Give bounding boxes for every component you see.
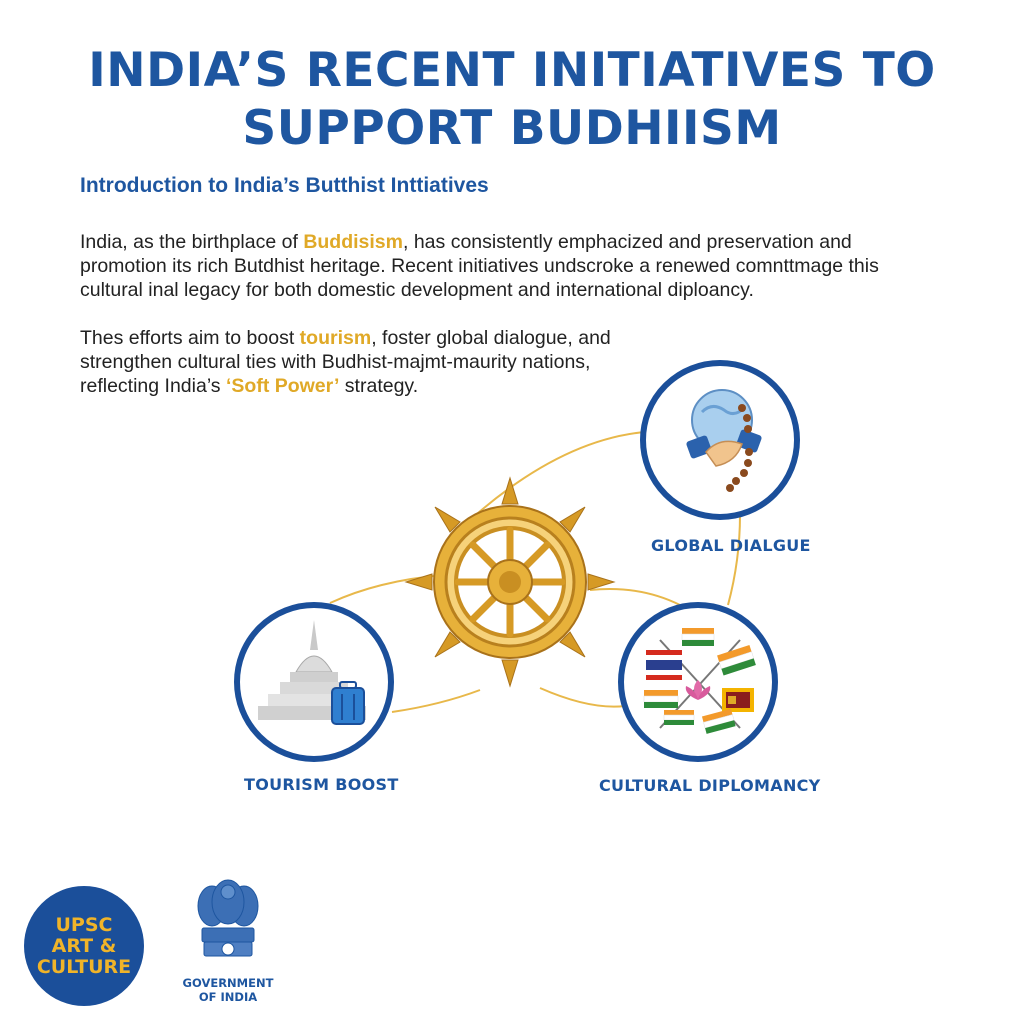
gov-line-1: GOVERNMENT [182,976,274,990]
intro-text: India, as the birthplace of [80,231,304,253]
national-emblem-icon [188,878,268,974]
highlight-tourism: tourism [299,327,372,349]
tourism-boost-label: TOURISM BOOST [244,775,399,794]
badge-line-3: CULTURE [36,955,132,978]
gov-line-2: OF INDIA [198,990,258,1004]
title-line-1: INDIA’S RECENT INITIATIVES TO [88,43,936,98]
intro-line-2: promotion its rich Butdhist heritage. Recent initiatives undscroke a renewed comnttmage this [80,255,879,277]
highlight-buddhism: Buddisism [303,231,403,253]
global-dialogue-node [643,363,797,517]
title-line-2: SUPPORT BUDHIISM [242,101,782,156]
cultural-diplomacy-label: CULTURAL DIPLOMANCY [599,776,821,795]
efforts-text: , foster global dialogue, and [371,327,611,349]
badge-line-1: UPSC [55,913,113,936]
dharma-wheel-icon [406,478,614,686]
upsc-badge [24,886,144,1006]
efforts-text: reflecting India’s [80,375,226,397]
tourism-boost-node [237,605,391,759]
intro-text: , has consistently emphacized and preservation and [403,231,852,253]
highlight-soft-power: ‘Soft Power’ [225,375,340,397]
government-of-india-label [180,976,276,1004]
efforts-text: strategy. [339,375,419,397]
efforts-line-2: strengthen cultural ties with Budhist-majmt-maurity nations, [80,351,591,373]
section-subtitle: Introduction to India’s Butthist Inttiatives [80,174,489,197]
badge-line-2: ART & [51,934,117,957]
efforts-text: Thes efforts aim to boost [80,327,300,349]
global-dialogue-label: GLOBAL DIALGUE [651,536,811,555]
intro-line-3: cultural inal legacy for both domestic development and international diploancy. [80,279,754,301]
cultural-diplomacy-node [621,605,775,759]
